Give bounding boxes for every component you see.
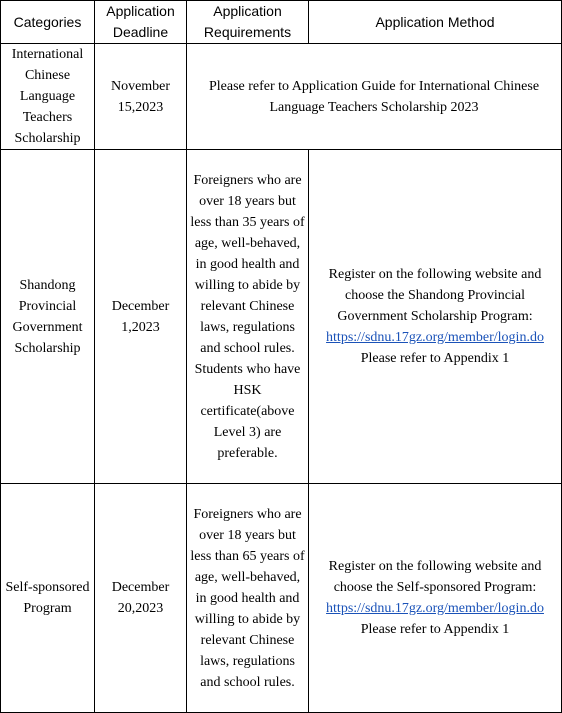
header-categories: Categories: [1, 1, 95, 44]
table-row: [1, 44, 562, 150]
method-note: Please refer to Appendix 1: [360, 351, 510, 366]
table-row: [1, 484, 562, 713]
category-cell: Self-sponsored Program: [1, 484, 95, 713]
method-cell: [309, 150, 562, 484]
category-cell: Shandong Provincial Government Scholarship: [1, 150, 95, 484]
header-method: Application Method: [309, 1, 562, 44]
deadline-cell: December 20,2023: [95, 484, 187, 713]
method-intro: Register on the following website and choose the Shandong Provincial Government Scholarship Program:: [328, 267, 542, 324]
method-cell: [309, 484, 562, 713]
registration-link[interactable]: https://sdnu.17gz.org/member/login.do: [326, 601, 544, 616]
registration-link[interactable]: https://sdnu.17gz.org/member/login.do: [326, 330, 544, 345]
table-row: [1, 150, 562, 484]
method-note: Please refer to Appendix 1: [360, 622, 510, 637]
header-requirements: Application Requirements: [187, 1, 309, 44]
method-intro: Register on the following website and choose the Self-sponsored Program:: [328, 559, 542, 595]
deadline-cell: November 15,2023: [95, 44, 187, 150]
requirements-text: Foreigners who are over 18 years but less than 65 years of age, well-behaved, in good health and willing to abide by relevant Chinese laws, regulations and school rules.: [190, 506, 305, 690]
table-header-row: [1, 1, 562, 44]
header-deadline: Application Deadline: [95, 1, 187, 44]
requirements-text: Foreigners who are over 18 years but less than 35 years of age, well-behaved, in good health and willing to abide by relevant Chinese laws, regulations and school rules.: [190, 172, 305, 356]
deadline-cell: December 1,2023: [95, 150, 187, 484]
requirements-cell: [187, 484, 309, 713]
requirements-extra-text: Students who have HSK certificate(above Level 3) are preferable.: [194, 361, 301, 461]
method-cell: Please refer to Application Guide for International Chinese Language Teachers Scholarship 2023: [187, 44, 562, 150]
category-cell: International Chinese Language Teachers Scholarship: [1, 44, 95, 150]
requirements-cell: [187, 150, 309, 484]
